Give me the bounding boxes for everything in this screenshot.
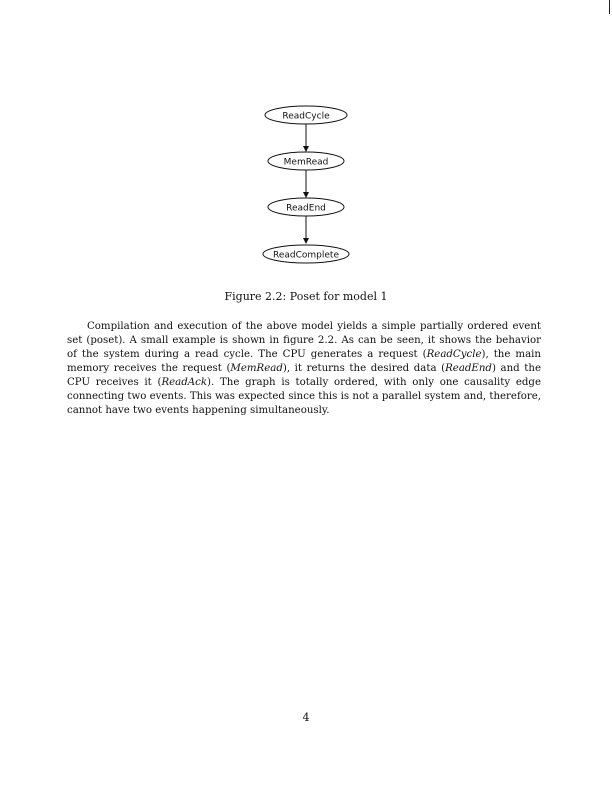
node-memread xyxy=(268,152,344,170)
paragraph-text-3: ), it returns the desired data ( xyxy=(282,363,446,374)
node-label-readcycle: ReadCycle xyxy=(282,111,330,122)
node-label-memread: MemRead xyxy=(283,157,329,168)
paragraph-text-1: Compilation and execution of the above model yields a simple partially ordered event set (poset). A small example is shown in figure 2.2. As can be seen, it shows the behavior of the system during a read cycle. The CPU generates a request ( xyxy=(67,321,541,360)
event-readcycle: ReadCycle xyxy=(426,349,482,360)
node-readcycle xyxy=(265,106,347,124)
node-label-readend: ReadEnd xyxy=(286,203,326,214)
body-paragraph xyxy=(67,320,541,418)
paragraph-text-5: ). The graph is totally ordered, with only one causality edge connecting two events. This was expected since this is not a parallel system and, therefore, cannot have two events happening simultaneously. xyxy=(67,377,541,416)
node-readend xyxy=(268,198,344,216)
figure-caption: Figure 2.2: Poset for model 1 xyxy=(224,290,388,303)
event-memread: MemRead xyxy=(230,363,283,374)
paragraph-text-2: ), the main memory receives the request ( xyxy=(67,349,541,374)
node-readcomplete xyxy=(263,245,349,263)
paragraph-text-4: ) and the CPU receives it ( xyxy=(67,363,541,388)
node-label-readcomplete: ReadComplete xyxy=(273,250,339,261)
event-readack: ReadAck xyxy=(161,377,208,388)
page-number: 4 xyxy=(302,711,310,724)
poset-diagram xyxy=(0,0,612,280)
event-readend: ReadEnd xyxy=(445,363,492,374)
